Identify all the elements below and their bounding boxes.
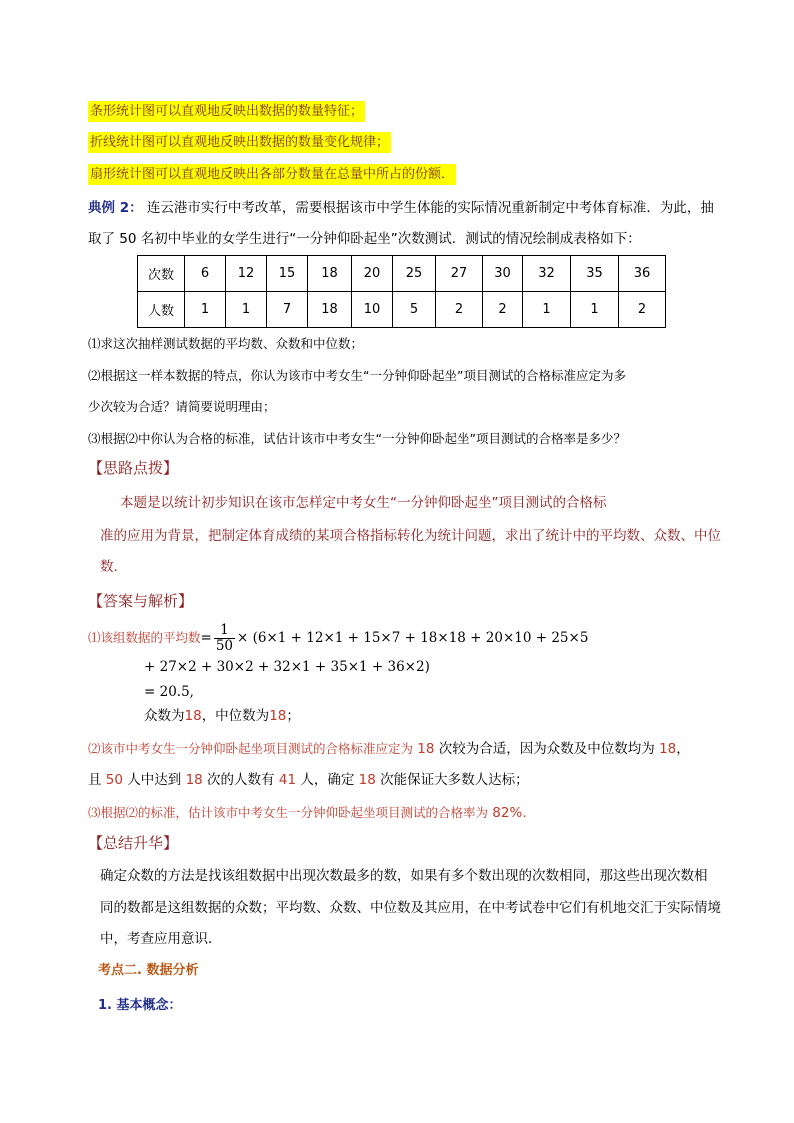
- answer-2-text-a: ⑵该市中考女生一分钟仰卧起坐项目测试的合格标准应定为: [88, 741, 414, 756]
- median-value: 18: [269, 708, 287, 724]
- mode-median-line: [144, 705, 300, 727]
- table-cell: 18: [308, 292, 352, 328]
- answer-2-text-c: ，: [676, 741, 690, 757]
- table-cell: 1: [571, 292, 619, 328]
- example-text-2: 取了 50 名初中毕业的女学生进行“一分钟仰卧起坐”次数测试．测试的情况绘制成表格如下：: [88, 231, 641, 247]
- table-cell: 2: [483, 292, 523, 328]
- question-3: ⑶根据⑵中你认为合格的标准，试估计该市中考女生“一分钟仰卧起坐”项目测试的合格率是多少？: [88, 431, 626, 446]
- answer-1-prefix: ⑴该组数据的平均数: [88, 630, 201, 645]
- thinking-line-1: 本题是以统计初步知识在该市怎样定中考女生“一分钟仰卧起坐”项目测试的合格标: [120, 495, 607, 511]
- table-cell: 7: [267, 292, 308, 328]
- example-line-1: [88, 197, 768, 219]
- highlight-bar-chart-note: 条形统计图可以直观地反映出数据的数量特征；: [88, 101, 365, 122]
- answer-2-value-6: 18: [354, 772, 376, 788]
- table-row: [138, 256, 666, 292]
- section-subtitle: 1. 基本概念：: [98, 998, 182, 1013]
- answer-2-line-1: [88, 738, 690, 760]
- table-cell: 18: [308, 256, 352, 292]
- table-cell: 36: [619, 256, 666, 292]
- answer-2-line-2: [88, 769, 529, 791]
- answer-2-value-2: 18: [654, 741, 677, 757]
- table-cell: 20: [352, 256, 393, 292]
- table-cell: 27: [436, 256, 483, 292]
- answer-2-text-h: 次能保证大多数人达标；: [375, 772, 529, 788]
- answer-3-text: ⑶根据⑵的标准，估计该市中考女生一分钟仰卧起坐项目测试的合格率为: [88, 805, 489, 820]
- summary-heading: 【总结升华】: [88, 834, 179, 852]
- table-cell: 35: [571, 256, 619, 292]
- thinking-heading: 【思路点拨】: [88, 459, 179, 477]
- table-cell: 1: [226, 292, 267, 328]
- table-cell: 6: [185, 256, 226, 292]
- answer-2-text-f: 次的人数有: [202, 772, 275, 788]
- example-text-1: 连云港市实行中考改革，需要根据该市中学生体能的实际情况重新制定中考体育标准．为此，抽: [146, 200, 714, 216]
- answer-heading: 【答案与解析】: [88, 592, 194, 610]
- table-cell: 25: [393, 256, 436, 292]
- table-cell: 2: [436, 292, 483, 328]
- answer-2-value-4: 18: [181, 772, 203, 788]
- sit-up-data-table: [137, 255, 666, 328]
- thinking-line-3: 数.: [100, 559, 118, 575]
- mode-value: 18: [184, 708, 202, 724]
- highlight-pie-chart-note: 扇形统计图可以直观地反映出各部分数量在总量中所占的份额．: [88, 164, 456, 185]
- question-2a: ⑵根据这一样本数据的特点，你认为该市中考女生“一分钟仰卧起坐”项目测试的合格标准应定为多: [88, 368, 626, 383]
- row-label-people: 人数: [138, 292, 185, 328]
- answer-2-value-1: 18: [413, 741, 435, 757]
- summary-line-1: 确定众数的方法是找该组数据中出现次数最多的数，如果有多个数出现的次数相同，那这些出现次数相: [100, 868, 708, 884]
- fraction-numerator: 1: [214, 623, 235, 639]
- thinking-line-2: 准的应用为背景，把制定体育成绩的某项合格指标转化为统计问题，求出了统计中的平均数、众数、中位: [100, 528, 721, 544]
- table-cell: 30: [483, 256, 523, 292]
- section-title: 考点二. 数据分析: [98, 963, 199, 978]
- summary-line-3: 中，考查应用意识．: [100, 931, 222, 947]
- table-cell: 5: [393, 292, 436, 328]
- answer-2-text-d: 且: [88, 772, 102, 788]
- answer-2-text-g: 人，确定: [296, 772, 355, 788]
- mean-expression-2: + 27×2 + 30×2 + 32×1 + 35×1 + 36×2): [144, 659, 430, 675]
- question-1: ⑴求这次抽样测试数据的平均数、众数和中位数；: [88, 336, 364, 351]
- answer-2-value-3: 50: [101, 772, 123, 788]
- answer-3-line: [88, 802, 527, 824]
- table-cell: 32: [523, 256, 571, 292]
- highlight-line-chart-note: 折线统计图可以直观地反映出数据的数量变化规律；: [88, 132, 391, 153]
- answer-2-text-b: 次较为合适，因为众数及中位数均为: [434, 741, 655, 757]
- summary-line-2: 同的数都是这组数据的众数；平均数、众数、中位数及其应用，在中考试卷中它们有机地交汇于实际情境: [100, 900, 721, 916]
- mode-label: 众数为: [144, 708, 185, 724]
- table-cell: 1: [523, 292, 571, 328]
- mode-end: ；: [286, 708, 300, 724]
- median-label: ，中位数为: [201, 708, 270, 724]
- fraction: [214, 623, 235, 654]
- table-cell: 10: [352, 292, 393, 328]
- fraction-denominator: 50: [215, 637, 234, 654]
- row-label-counts: 次数: [138, 256, 185, 292]
- table-cell: 15: [267, 256, 308, 292]
- answer-2-value-5: 41: [274, 772, 297, 788]
- table-cell: 1: [185, 292, 226, 328]
- table-row: [138, 292, 666, 328]
- answer-3-value: 82%.: [488, 805, 527, 821]
- table-cell: 2: [619, 292, 666, 328]
- example-label: 典例 2：: [88, 200, 143, 216]
- mean-expression-1: × (6×1 + 12×1 + 15×7 + 18×18 + 20×10 + 25×5: [237, 630, 589, 646]
- equals-sign: =: [200, 630, 212, 646]
- answer-2-text-e: 人中达到: [122, 772, 182, 788]
- question-2b: 少次较为合适？请简要说明理由；: [88, 399, 276, 414]
- table-cell: 12: [226, 256, 267, 292]
- mean-expression-3: = 20.5,: [144, 684, 194, 700]
- answer-1-line: [88, 620, 588, 656]
